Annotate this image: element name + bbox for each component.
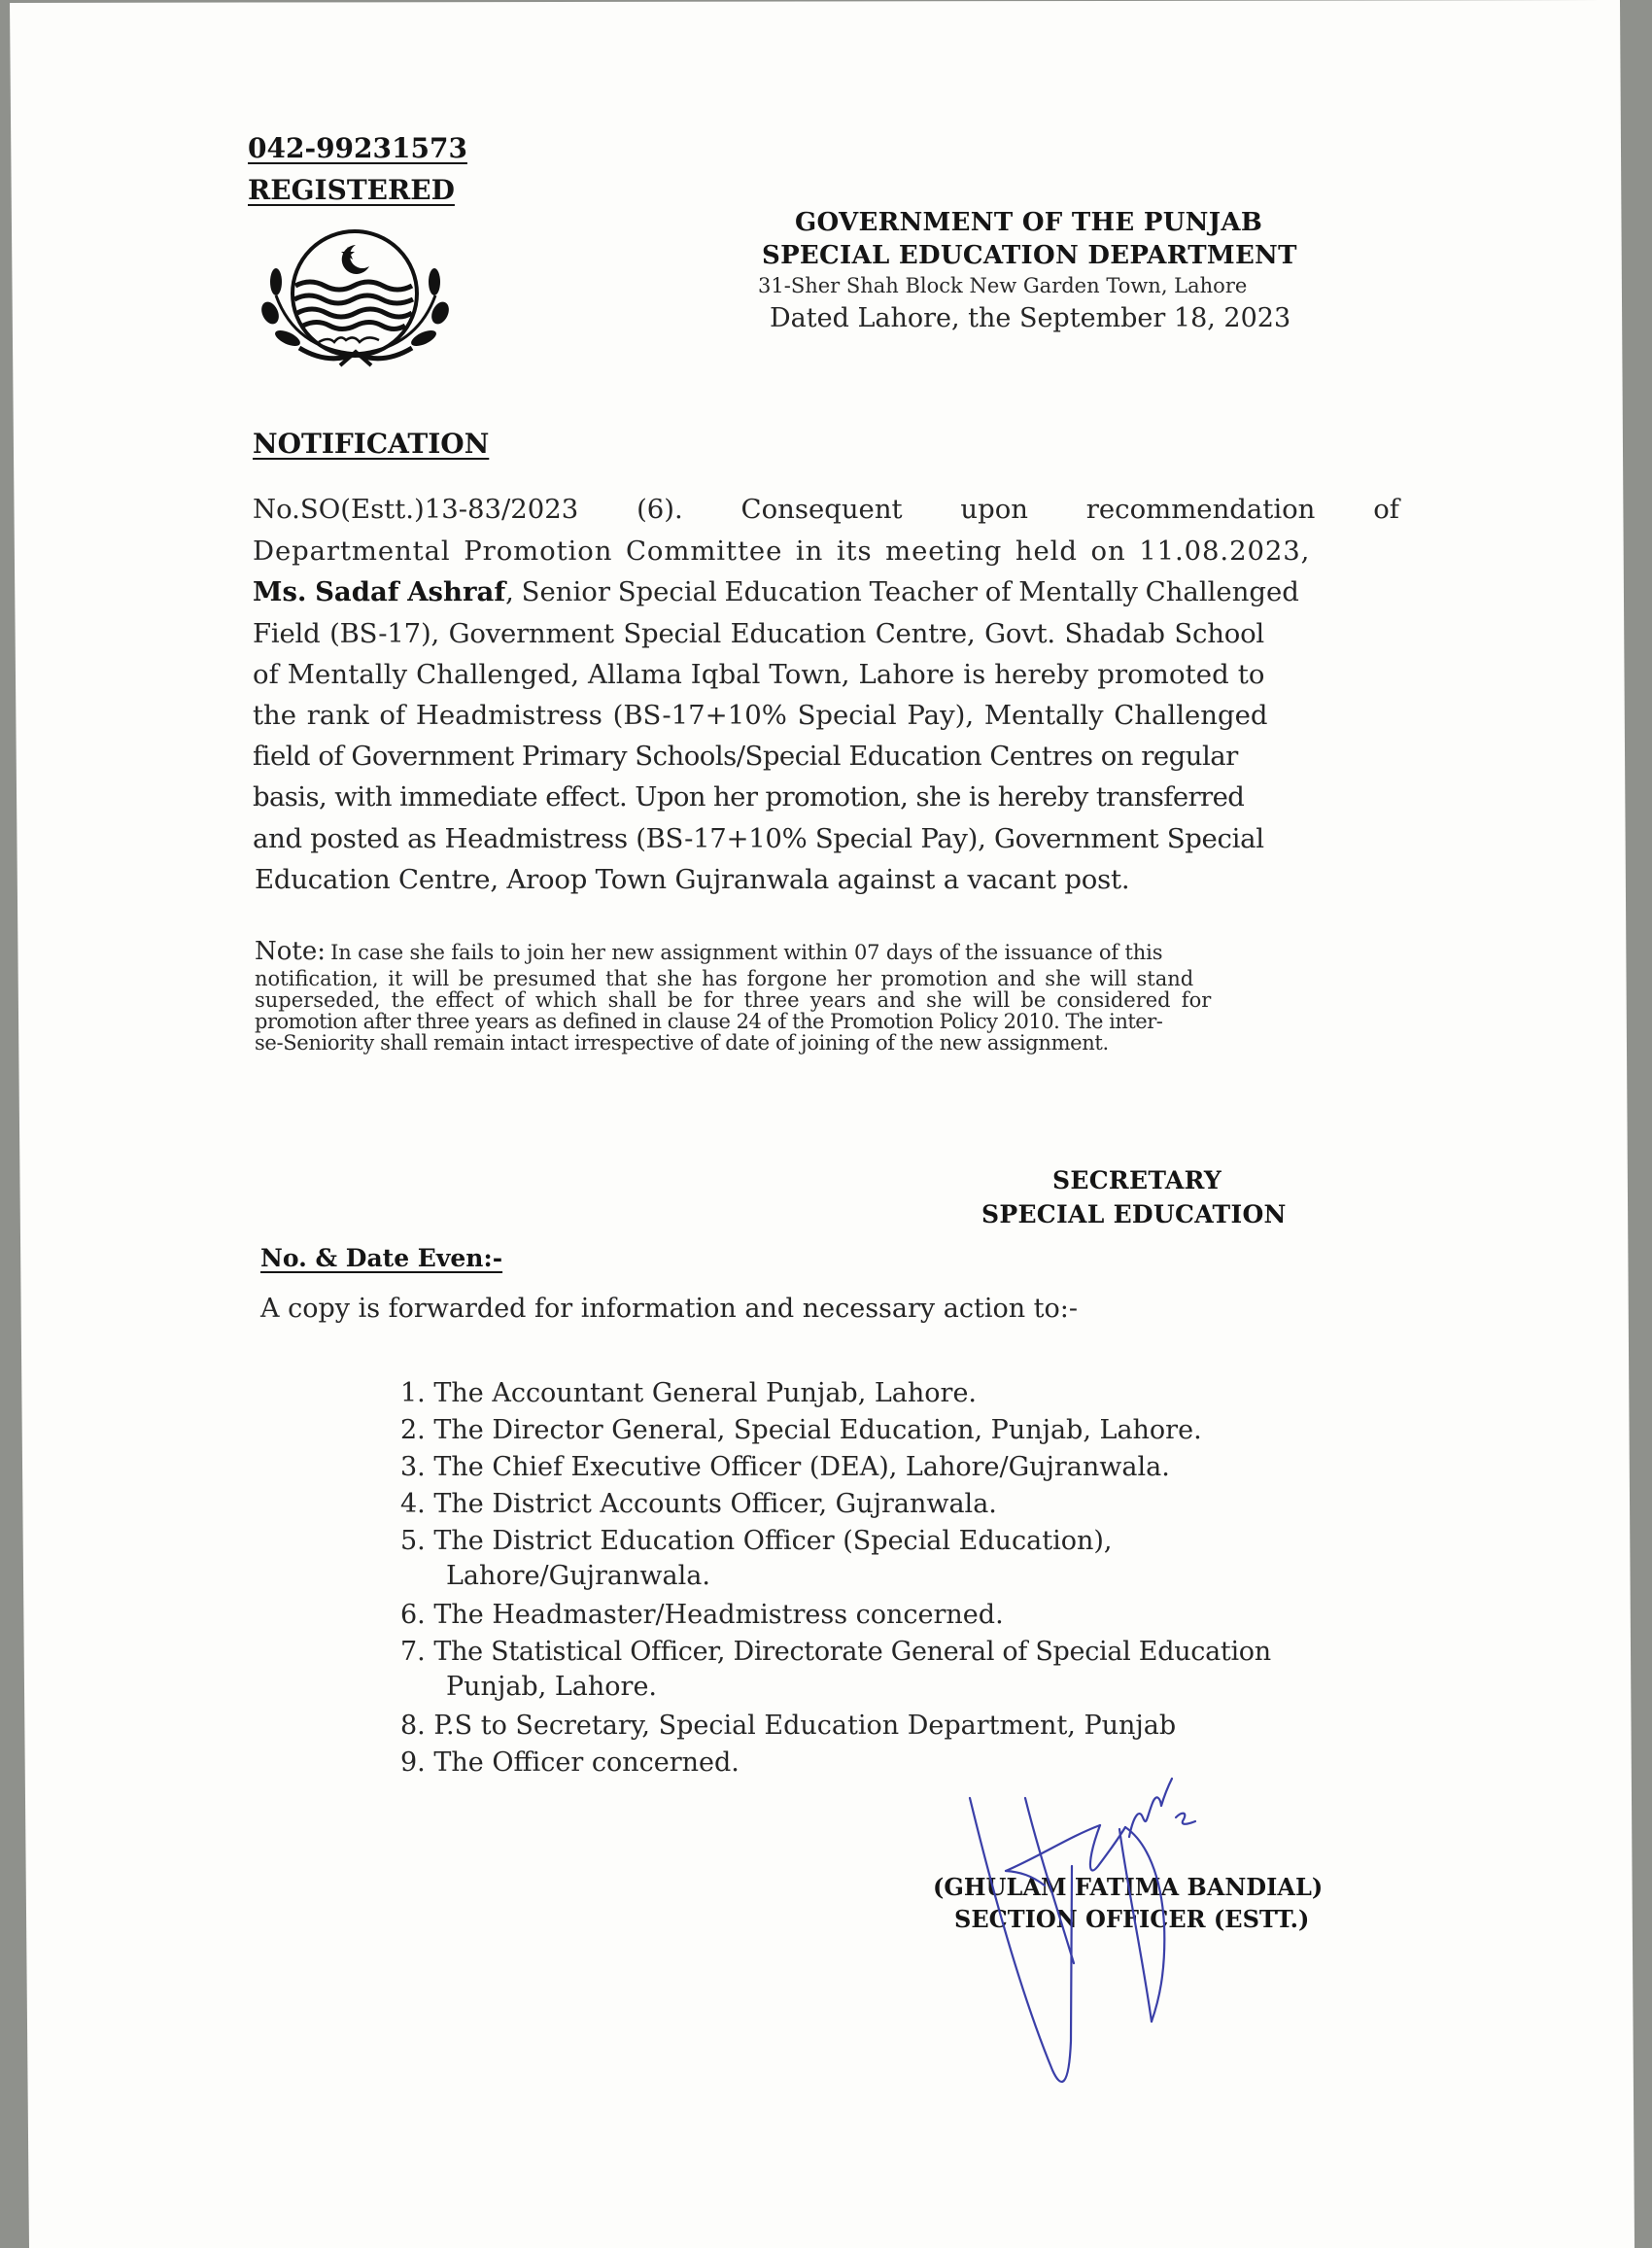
government-heading: GOVERNMENT OF THE PUNJAB xyxy=(795,208,1263,237)
list-number: 7. xyxy=(400,1637,426,1667)
list-number: 5. xyxy=(400,1526,426,1556)
notification-title: NOTIFICATION xyxy=(253,428,490,460)
copy-intro: A copy is forwarded for information and necessary action to:- xyxy=(260,1294,1079,1324)
secretary-department: SPECIAL EDUCATION xyxy=(981,1200,1287,1228)
list-item xyxy=(400,1526,1112,1556)
department-address: 31-Sher Shah Block New Garden Town, Lahore xyxy=(758,274,1248,297)
note-text: In case she fails to join her new assignment within 07 days of the issuance of this xyxy=(330,941,1163,964)
list-text: The Accountant General Punjab, Lahore. xyxy=(433,1378,978,1408)
body-line-5: of Mentally Challenged, Allama Iqbal Town, Lahore is hereby promoted to xyxy=(253,659,1265,690)
list-item xyxy=(400,1747,740,1778)
dated-line: Dated Lahore, the September 18, 2023 xyxy=(770,303,1291,333)
list-item xyxy=(400,1378,977,1408)
list-number: 4. xyxy=(400,1489,426,1519)
department-heading: SPECIAL EDUCATION DEPARTMENT xyxy=(762,241,1297,270)
no-date-even-heading: No. & Date Even:- xyxy=(260,1244,503,1272)
note-line-4: promotion after three years as defined in clause 24 of the Promotion Policy 2010. The inter- xyxy=(255,1010,1163,1033)
notification-number: No.SO(Estt.)13-83/2023 xyxy=(253,494,579,525)
list-item xyxy=(400,1452,1170,1482)
body-line-7: field of Government Primary Schools/Special Education Centres on regular xyxy=(253,741,1238,772)
note-line-5: se-Seniority shall remain intact irrespective of date of joining of the new assignment. xyxy=(255,1031,1109,1055)
list-item xyxy=(400,1600,1004,1630)
body-word: upon xyxy=(960,494,1028,525)
registered-label: REGISTERED xyxy=(248,174,455,206)
list-text: P.S to Secretary, Special Education Department, Punjab xyxy=(433,1711,1177,1741)
body-word: of xyxy=(1373,494,1399,525)
signatory-designation: SECTION OFFICER (ESTT.) xyxy=(954,1905,1310,1933)
phone-number: 042-99231573 xyxy=(248,132,467,164)
note-line-1 xyxy=(255,937,1162,966)
list-item-continuation: Punjab, Lahore. xyxy=(446,1672,658,1702)
body-line-1 xyxy=(253,494,1399,525)
list-item xyxy=(400,1415,1202,1445)
body-line-4: Field (BS-17), Government Special Education Centre, Govt. Shadab School xyxy=(253,618,1265,649)
body-word: Consequent xyxy=(740,494,903,525)
list-number: 2. xyxy=(400,1415,426,1445)
signatory-name: (GHULAM FATIMA BANDIAL) xyxy=(933,1873,1324,1901)
list-number: 8. xyxy=(400,1711,426,1741)
list-text: The Headmaster/Headmistress concerned. xyxy=(433,1600,1004,1630)
list-number: 9. xyxy=(400,1747,426,1778)
body-line-8: basis, with immediate effect. Upon her promotion, she is hereby transferred xyxy=(253,781,1245,813)
list-text: The Statistical Officer, Directorate General of Special Education xyxy=(433,1637,1271,1667)
body-line-10: Education Centre, Aroop Town Gujranwala against a vacant post. xyxy=(255,864,1130,895)
list-item-continuation: Lahore/Gujranwala. xyxy=(446,1561,710,1591)
punjab-emblem-logo xyxy=(260,224,450,369)
promoted-officer-name: Ms. Sadaf Ashraf xyxy=(253,576,506,607)
list-item xyxy=(400,1711,1176,1741)
list-number: 1. xyxy=(400,1378,426,1408)
body-line-3 xyxy=(253,576,1299,607)
list-item xyxy=(400,1637,1271,1667)
body-text: , Senior Special Education Teacher of Mentally Challenged xyxy=(505,576,1299,607)
list-text: The Chief Executive Officer (DEA), Lahore/Gujranwala. xyxy=(433,1452,1170,1482)
body-line-9: and posted as Headmistress (BS-17+10% Special Pay), Government Special xyxy=(253,823,1264,854)
secretary-title: SECRETARY xyxy=(1052,1166,1222,1194)
note-label: Note: xyxy=(255,937,326,966)
list-number: 6. xyxy=(400,1600,426,1630)
body-line-2: Departmental Promotion Committee in its meeting held on 11.08.2023, xyxy=(253,536,1311,567)
list-text: The Officer concerned. xyxy=(433,1747,740,1778)
note-line-2: notification, it will be presumed that she has forgone her promotion and she will stand xyxy=(255,967,1194,990)
body-word: (6). xyxy=(637,494,683,525)
list-text: The District Education Officer (Special Education), xyxy=(433,1526,1113,1556)
body-line-6: the rank of Headmistress (BS-17+10% Special Pay), Mentally Challenged xyxy=(253,700,1268,731)
handwritten-signature xyxy=(913,1749,1399,2119)
note-line-3: superseded, the effect of which shall be for three years and she will be considered for xyxy=(255,988,1212,1012)
list-number: 3. xyxy=(400,1452,426,1482)
list-text: The District Accounts Officer, Gujranwala. xyxy=(433,1489,997,1519)
body-word: recommendation xyxy=(1085,494,1316,525)
list-text: The Director General, Special Education, Punjab, Lahore. xyxy=(433,1415,1202,1445)
list-item xyxy=(400,1489,997,1519)
